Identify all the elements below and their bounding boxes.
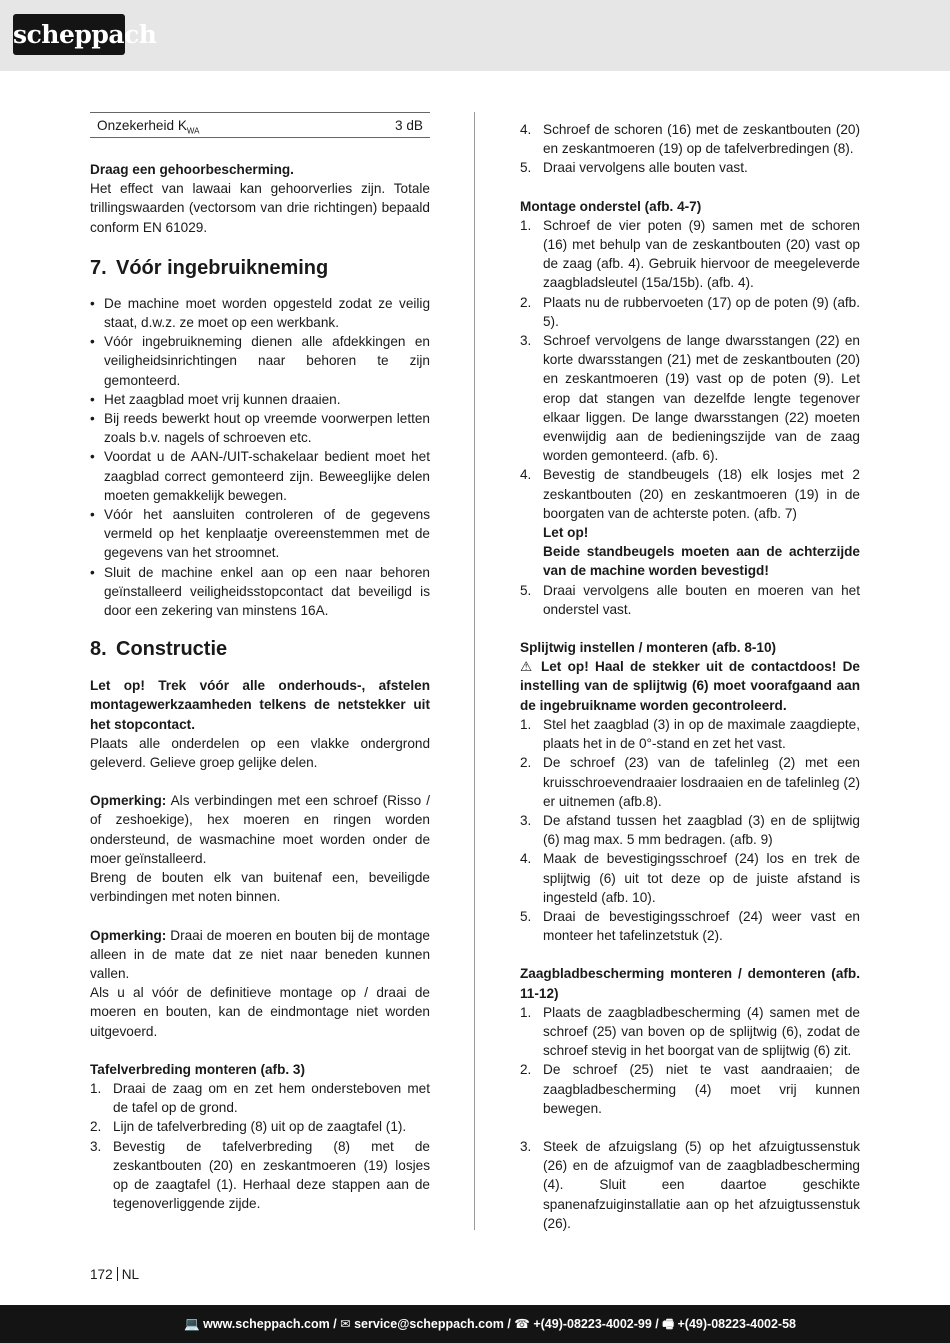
list-number: 5.	[520, 582, 532, 598]
list-item	[520, 158, 860, 177]
list-number: 2.	[520, 755, 532, 771]
noise-table-label: Onzekerheid $K_{WA}$	[97, 118, 200, 136]
list-item	[520, 465, 860, 580]
bullet-item	[90, 294, 430, 332]
list-number: 5.	[520, 160, 532, 176]
list-text: Draai de bevestigingsschroef (24) weer vast en monteer het tafelinzetstuk (2).	[543, 908, 860, 944]
list-item	[520, 293, 860, 331]
section-8-text: Plaats alle onderdelen op een vlakke ondergrond geleverd. Gelieve groep gelijke delen.	[90, 735, 430, 771]
section-7-bullets	[90, 294, 430, 620]
bullet-glyph: •	[90, 411, 95, 427]
bullet-text: Sluit de machine enkel aan op een naar behoren geïnstalleerd veiligheidsstopcontact dat beveiligd is door een zekering van minstens 16A.	[104, 564, 430, 619]
tafel-list-continued	[520, 120, 860, 178]
right-column	[520, 120, 860, 1233]
page-number: 172 NL	[90, 1267, 140, 1282]
bullet-text: Het zaagblad moet vrij kunnen draaien.	[104, 391, 341, 407]
list-number: 1.	[520, 1004, 532, 1020]
tafel-heading: Tafelverbreding monteren (afb. 3)	[90, 1061, 306, 1077]
list-text: Stel het zaagblad (3) in op de maximale zaagdiepte, plaats het in de 0°-stand en zet het vast.	[543, 716, 860, 752]
list-text: Plaats de zaagbladbescherming (4) samen met de schroef (25) van boven op de splijtwig (6), zodat de schroef stevig in het boorgat van de splijtwig (6) zit.	[543, 1004, 860, 1059]
list-item	[520, 907, 860, 945]
bullet-glyph: •	[90, 295, 95, 311]
left-column	[90, 112, 430, 1213]
bullet-glyph: •	[90, 391, 95, 407]
list-item	[520, 1003, 860, 1061]
list-number: 4.	[520, 851, 532, 867]
onderstel-list	[520, 216, 860, 619]
list-text: De schroef (23) van de tafelinleg (2) met een kruisschroevendraaier losdraaien en de tafelinleg (2) er uitnemen (afb.8).	[543, 755, 860, 809]
list-text: Bevestig de standbeugels (18) elk losjes met 2 zeskantbouten (20) en zeskantmoeren (19) in de boorgaten van de achterste poten. (afb. 7)	[543, 467, 860, 521]
bullet-glyph: •	[90, 507, 95, 523]
list-text: Schroef de schoren (16) met de zeskantbouten (20) en zeskantmoeren (19) op de tafelverbredingen (8).	[543, 122, 860, 157]
list-text: De afstand tussen het zaagblad (3) en de splijtwig (6) mag max. 5 mm bedragen. (afb. 9)	[543, 812, 860, 848]
list-text: De schroef (25) niet te vast aandraaien; de zaagbladbescherming (4) moet vrij kunnen bewegen.	[543, 1062, 860, 1116]
note-2-continued: Als u al vóór de definitieve montage op / draai de moeren en bouten, kan de eindmontage niet worden uitgevoerd.	[90, 985, 430, 1039]
list-item	[90, 1117, 430, 1136]
list-text: Bevestig de tafelverbreding (8) met de zeskantbouten (20) en zeskantmoeren (19) losjes op de zaagtafel (1). Herhaal deze stappen aan de tegenoverliggende zijde.	[113, 1138, 430, 1212]
bullet-item	[90, 332, 430, 390]
bullet-item	[90, 563, 430, 621]
list-number: 3.	[90, 1138, 102, 1154]
list-item	[520, 581, 860, 619]
contact-bar: 💻 www.scheppach.com / ✉ service@scheppach.com / ☎ +(49)-08223-4002-99 / 🖷 +(49)-08223-4002-58	[0, 1305, 950, 1343]
bullet-item	[90, 447, 430, 505]
list-item	[520, 216, 860, 293]
tafel-list	[90, 1079, 430, 1213]
section-8-warning: Let op! Trek vóór alle onderhouds-, afstelen montagewerkzaamheden telkens de netstekker uit het stopcontact.	[90, 678, 430, 732]
bullet-glyph: •	[90, 334, 95, 350]
list-item	[520, 120, 860, 158]
noise-table-value: 3 dB	[395, 118, 423, 133]
list-item	[520, 1137, 860, 1233]
bullet-item	[90, 409, 430, 447]
hearing-protection-text: Het effect van lawaai kan gehoorverlies zijn. Totale trillingswaarden (vectorsom van drie richtingen) bepaald conform EN 61029.	[90, 181, 430, 235]
list-warning-text: Beide standbeugels moeten aan de achterzijde van de machine worden bevestigd!	[543, 544, 860, 579]
list-number: 2.	[520, 294, 532, 310]
list-number: 4.	[520, 122, 532, 137]
list-number: 1.	[90, 1080, 102, 1096]
bullet-text: Vóór het aansluiten controleren of de gegevens vermeld op het kenplaatje overeenstemmen met de gegevens van het stroomnet.	[104, 507, 430, 561]
list-text: Schroef vervolgens de lange dwarsstangen (22) en korte dwarsstangen (21) met de zeskantbouten (20) en zeskantmoeren (19) vast op de poten (9). Let erop dat stangen van dezelfde lengte tegenover elkaar liggen. De lange dwarsstangen (22) moeten evenwijdig aan de bedieningszijde van de zaag worden gemonteerd. (afb. 6).	[543, 333, 860, 464]
list-number: 5.	[520, 908, 532, 924]
list-number: 1.	[520, 217, 532, 233]
list-text: Draai vervolgens alle bouten vast.	[543, 160, 748, 176]
list-text: Draai vervolgens alle bouten en moeren van het onderstel vast.	[543, 582, 860, 617]
zaagblad-list-continued	[520, 1137, 860, 1233]
list-text: Schroef de vier poten (9) samen met de schoren (16) met behulp van de zeskantbouten (20) vast op de zaag (afb. 4). Gebruik hiervoor de meegeleverde zaagbladsleutel (15a/15b). (afb. 4).	[543, 217, 860, 291]
list-number: 3.	[520, 1138, 532, 1154]
list-warning: Let op!	[543, 525, 589, 541]
hearing-protection-heading: Draag een gehoorbescherming.	[90, 162, 294, 177]
bullet-glyph: •	[90, 564, 95, 580]
list-number: 1.	[520, 716, 532, 732]
bullet-text: Vóór ingebruikneming dienen alle afdekkingen en veiligheidsinrichtingen naar behoren te zijn gemonteerd.	[104, 334, 430, 388]
splijtwig-heading: Splijtwig instellen / monteren (afb. 8-10)	[520, 640, 777, 656]
list-item	[90, 1137, 430, 1214]
onderstel-heading: Montage onderstel (afb. 4-7)	[520, 198, 702, 214]
list-item	[520, 753, 860, 811]
list-number: 4.	[520, 467, 532, 483]
list-item	[520, 331, 860, 465]
bullet-text: Voordat u de AAN-/UIT-schakelaar bedient moet het zaagblad correct gemonteerd zijn. Beweeglijke delen moeten gemakkelijk bewegen.	[104, 449, 430, 503]
zaagblad-heading: Zaagbladbescherming monteren / demonteren (afb. 11-12)	[520, 966, 860, 1001]
list-text: Lijn de tafelverbreding (8) uit op de zaagtafel (1).	[113, 1119, 407, 1135]
section-8-title: 8. Constructie	[90, 638, 228, 661]
list-item	[520, 715, 860, 753]
zaagblad-list	[520, 1003, 860, 1118]
splijtwig-warning: ⚠ Let op! Haal de stekker uit de contactdoos! De instelling van de splijtwig (6) moet voorafgaand aan de ingebruikname worden gecontroleerd.	[520, 659, 860, 713]
list-item	[520, 811, 860, 849]
list-text: Maak de bevestigingsschroef (24) los en trek de splijtwig (6) uit tot deze op de juiste afstand is ingesteld (afb. 10).	[543, 851, 860, 905]
list-item	[520, 849, 860, 907]
section-7-title: 7. Vóór ingebruikneming	[90, 256, 329, 279]
column-divider	[474, 112, 475, 1230]
list-number: 3.	[520, 812, 532, 828]
list-item	[520, 1060, 860, 1118]
list-text: Steek de afzuigslang (5) op het afzuigtussenstuk (26) en de afzuigmof van de zaagbladbescherming (4). Sluit een daartoe geschikte spanenafzuiginstallatie aan op het afzuigtussenstuk (26).	[543, 1138, 860, 1231]
list-number: 2.	[90, 1119, 102, 1135]
page-header	[0, 0, 950, 71]
list-text: Plaats nu de rubbervoeten (17) op de poten (9) (afb. 5).	[543, 294, 860, 329]
bullet-item	[90, 390, 430, 409]
bullet-text: De machine moet worden opgesteld zodat ze veilig staat, d.w.z. ze moet op een werkbank.	[104, 295, 430, 331]
note-1-continued: Breng de bouten elk van buitenaf een, beveiligde verbindingen met noten binnen.	[90, 870, 430, 905]
bullet-item	[90, 505, 430, 563]
note-2: Opmerking: Draai de moeren en bouten bij de montage alleen in de mate dat ze niet naar beneden kunnen vallen.	[90, 927, 430, 981]
list-item	[90, 1079, 430, 1117]
note-1: Opmerking: Als verbindingen met een schroef (Risso / of zeshoekige), hex moeren en ringen worden ondersteund, de wasmachine moet worden onder de moer geïnstalleerd.	[90, 793, 430, 866]
bullet-text: Bij reeds bewerkt hout op vreemde voorwerpen letten zoals b.v. nagels of schroeven etc.	[104, 411, 430, 446]
bullet-glyph: •	[90, 449, 95, 465]
splijtwig-list	[520, 715, 860, 945]
noise-table	[90, 112, 430, 138]
list-number: 3.	[520, 333, 532, 349]
scheppach-logo: scheppach	[13, 14, 125, 55]
list-text: Draai de zaag om en zet hem ondersteboven met de tafel op de grond.	[113, 1080, 430, 1116]
list-number: 2.	[520, 1062, 532, 1078]
